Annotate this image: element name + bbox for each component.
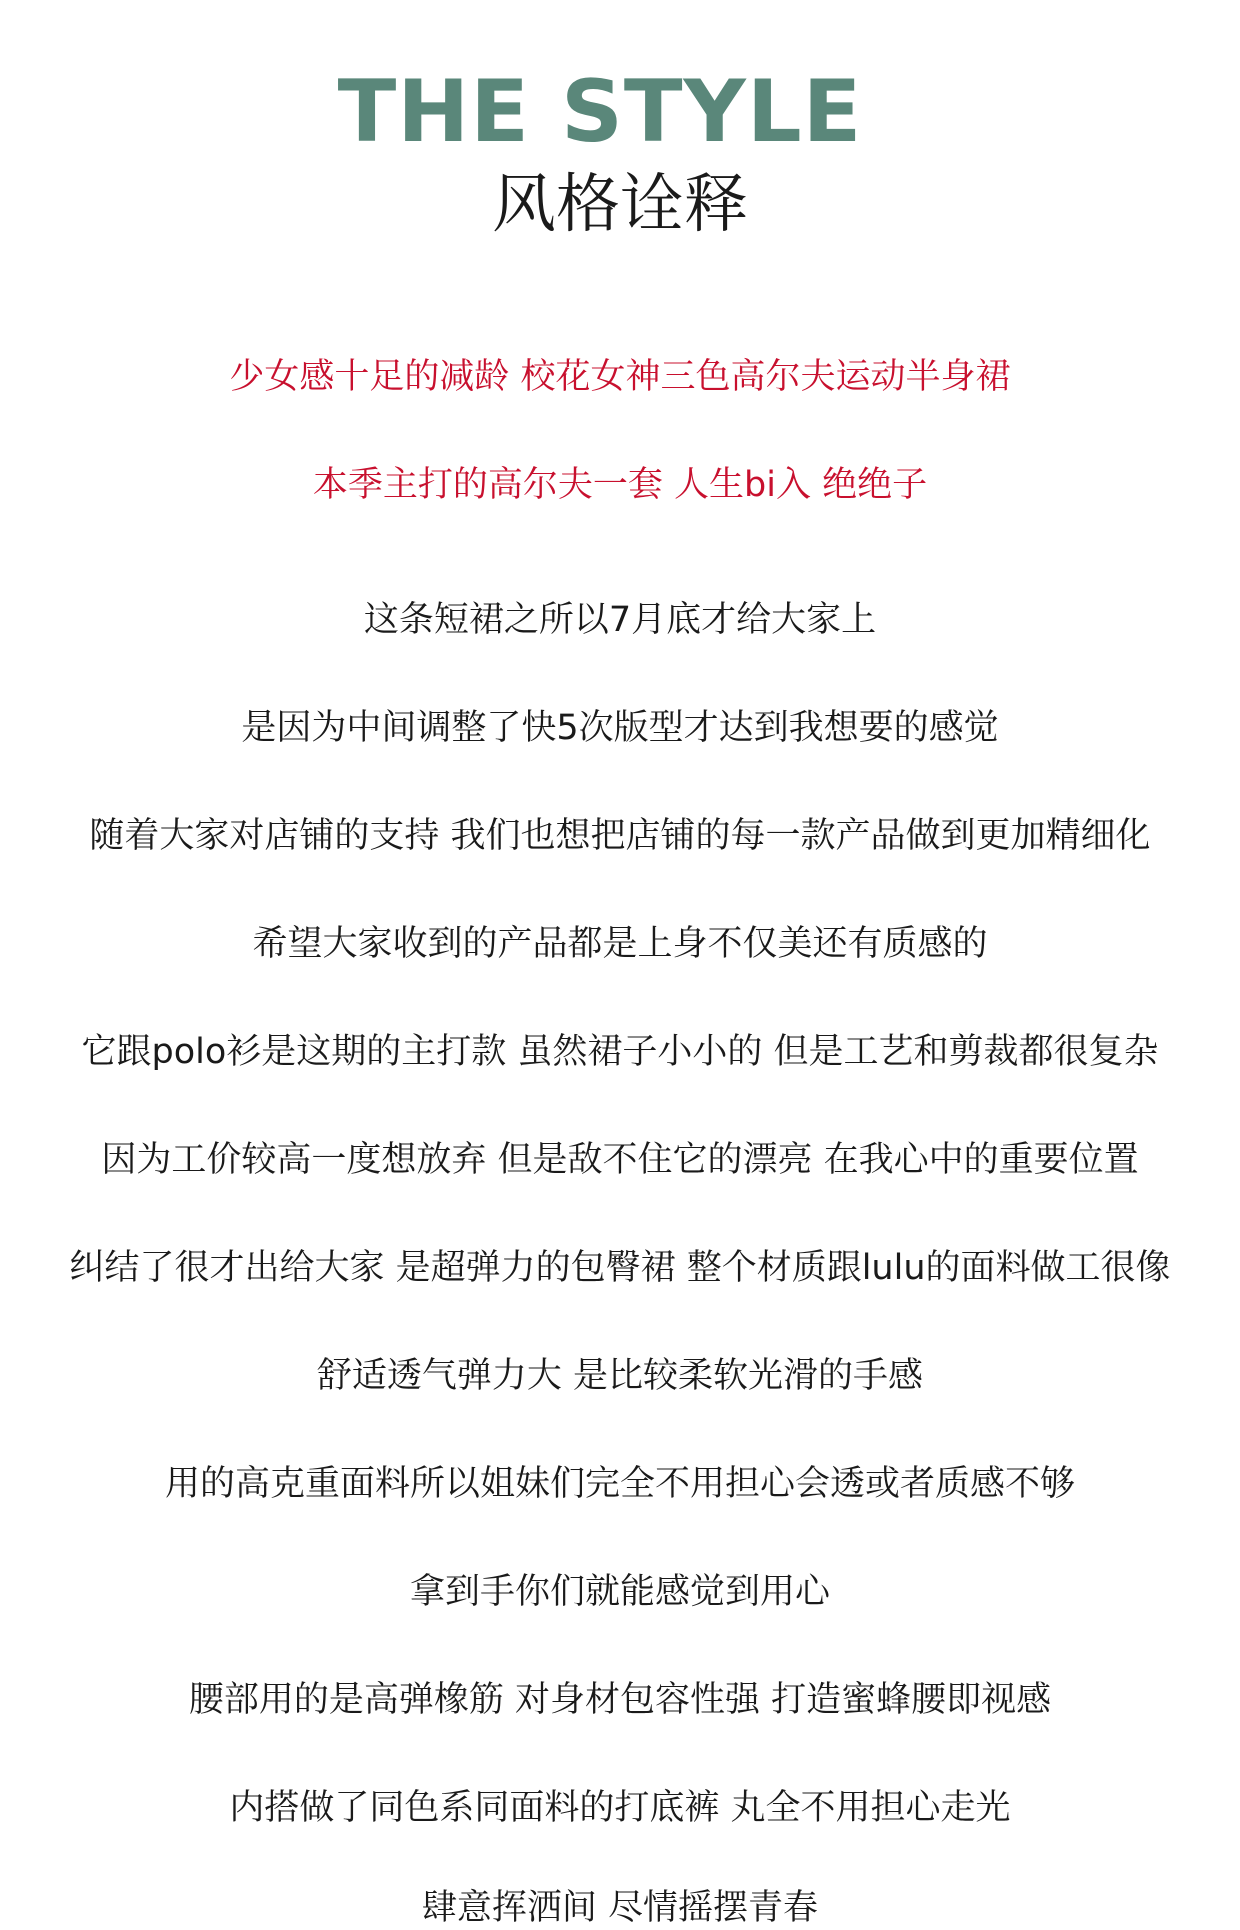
tagline: 本季主打的高尔夫一套 人生bi入 绝绝子 [312,465,928,505]
body-line: 随着大家对店铺的支持 我们也想把店铺的每一款产品做到更加精细化 [89,816,1151,856]
body-line: 内搭做了同色系同面料的打底裤 丸全不用担心走光 [229,1788,1011,1828]
body-line: 希望大家收到的产品都是上身不仅美还有质感的 [252,924,988,964]
body-line: 是因为中间调整了快5次版型才达到我想要的感觉 [241,708,999,748]
title-english: THE STYLE [337,62,863,162]
body-line: 肆意挥洒间 尽情摇摆青春 [421,1888,819,1928]
tagline: 少女感十足的减龄 校花女神三色高尔夫运动半身裙 [229,357,1011,397]
body-line: 因为工价较高一度想放弃 但是敌不住它的漂亮 在我心中的重要位置 [101,1140,1139,1180]
body-line: 拿到手你们就能感觉到用心 [409,1572,830,1612]
body-line: 纠结了很才出给大家 是超弹力的包臀裙 整个材质跟lulu的面料做工很像 [69,1248,1171,1288]
body-line: 用的高克重面料所以姐妹们完全不用担心会透或者质感不够 [164,1464,1075,1504]
title-chinese: 风格诠释 [492,168,748,242]
body-line: 它跟polo衫是这期的主打款 虽然裙子小小的 但是工艺和剪裁都很复杂 [81,1032,1159,1072]
body-line: 这条短裙之所以7月底才给大家上 [363,600,877,640]
body-line: 舒适透气弹力大 是比较柔软光滑的手感 [316,1356,924,1396]
body-line: 腰部用的是高弹橡筋 对身材包容性强 打造蜜蜂腰即视感 [188,1680,1052,1720]
